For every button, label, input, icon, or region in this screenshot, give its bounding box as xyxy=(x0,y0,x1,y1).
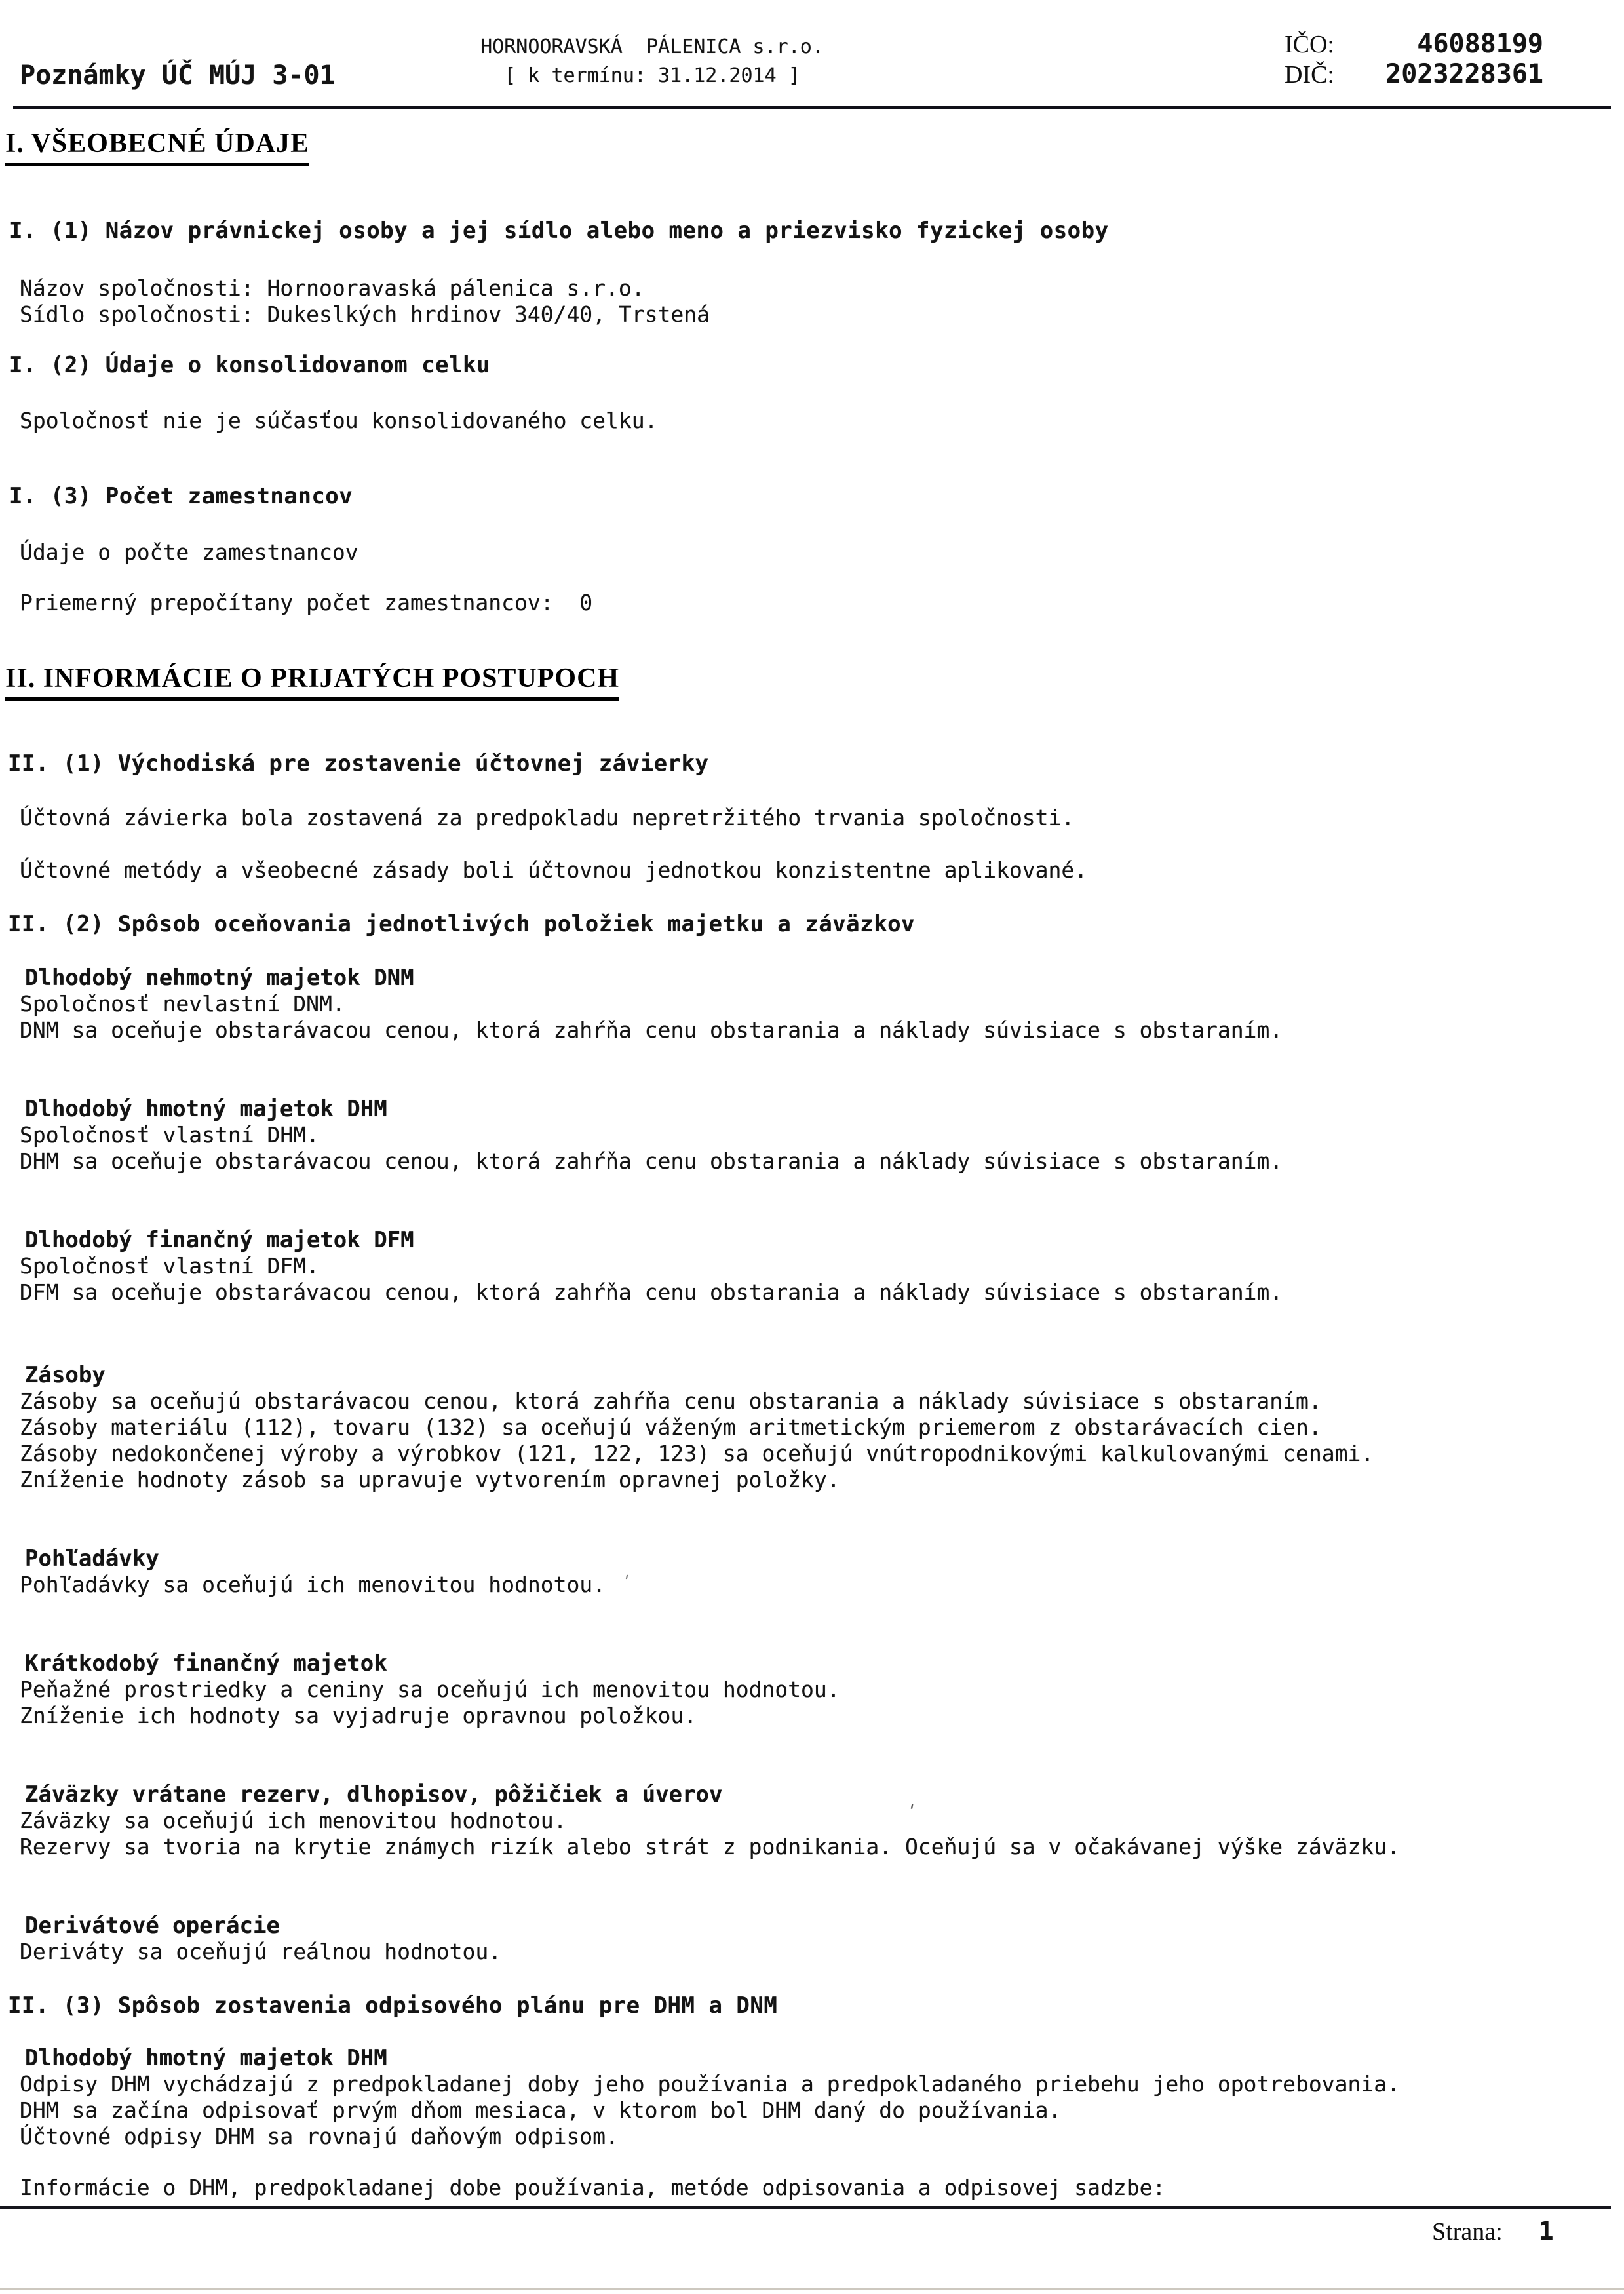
line-dfm-1: Spoločnosť vlastní DFM. xyxy=(20,1253,319,1279)
line-nazov-spolocnosti: Názov spoločnosti: Hornooravaská pálenica s.r.o. xyxy=(20,275,645,301)
subheading-derivaty: Derivátové operácie xyxy=(25,1913,280,1939)
scan-artifact-mark: ' xyxy=(619,1570,633,1591)
line-sidlo-spolocnosti: Sídlo spoločnosti: Dukeslkých hrdinov 340/40, Trstená xyxy=(20,301,710,327)
page-label: Strana: xyxy=(1432,2218,1503,2245)
line-kfm-1: Peňažné prostriedky a ceniny sa oceňujú ich menovitou hodnotou. xyxy=(20,1677,840,1702)
dic-label: DIČ: xyxy=(1285,61,1334,88)
subheading-zasoby: Zásoby xyxy=(25,1362,106,1388)
company-name: HORNOORAVSKÁ PÁLENICA s.r.o. xyxy=(480,35,824,58)
line-zavazky-2: Rezervy sa tvoria na krytie známych rizík alebo strát z podnikania. Oceňujú sa v očakávanej výške záväzku. xyxy=(20,1834,1400,1859)
header-company-block xyxy=(393,33,911,90)
line-vychodiska-1: Účtovná závierka bola zostavená za predpokladu nepretržitého trvania spoločnosti. xyxy=(20,805,1075,830)
line-zavazky-1: Záväzky sa oceňujú ich menovitou hodnotou. xyxy=(20,1808,567,1833)
line-udaje-o-pocte: Údaje o počte zamestnancov xyxy=(20,539,358,565)
form-title: Poznámky ÚČ MÚJ 3-01 xyxy=(20,60,336,90)
line-zasoby-4: Zníženie hodnoty zásob sa upravuje vytvorením opravnej položky. xyxy=(20,1467,840,1492)
line-dfm-2: DFM sa oceňuje obstarávacou cenou, ktorá zahŕňa cenu obstarania a náklady súvisiace s obstaraním. xyxy=(20,1279,1283,1305)
subheading-dfm: Dlhodobý finančný majetok DFM xyxy=(25,1227,414,1253)
line-odpisy-2: DHM sa začína odpisovať prvým dňom mesiaca, v ktorom bol DHM daný do používania. xyxy=(20,2097,1062,2123)
line-kfm-2: Zníženie ich hodnoty sa vyjadruje opravnou položkou. xyxy=(20,1703,697,1728)
section-2-title: II. INFORMÁCIE O PRIJATÝCH POSTUPOCH xyxy=(5,663,619,701)
ico-label: IČO: xyxy=(1285,31,1334,58)
ico-value: 46088199 xyxy=(1417,29,1543,59)
page-number: 1 xyxy=(1538,2217,1554,2245)
line-derivaty-1: Deriváty sa oceňujú reálnou hodnotou. xyxy=(20,1939,502,1964)
subheading-pohladavky: Pohľadávky xyxy=(25,1546,159,1572)
line-vychodiska-2: Účtovné metódy a všeobecné zásady boli účtovnou jednotkou konzistentne aplikované. xyxy=(20,857,1088,883)
heading-i3: I. (3) Počet zamestnancov xyxy=(9,483,353,509)
heading-ii2: II. (2) Spôsob oceňovania jednotlivých položiek majetku a záväzkov xyxy=(8,911,916,937)
scan-artifact-mark: ' xyxy=(903,1800,919,1823)
heading-ii3: II. (3) Spôsob zostavenia odpisového plánu pre DHM a DNM xyxy=(8,1993,778,2019)
line-zasoby-3: Zásoby nedokončenej výroby a výrobkov (121, 122, 123) sa oceňujú vnútropodnikovými kalkulovanými cenami. xyxy=(20,1441,1374,1466)
dic-value: 2023228361 xyxy=(1385,59,1543,89)
line-info-dhm: Informácie o DHM, predpokladanej dobe používania, metóde odpisovania a odpisovej sadzbe: xyxy=(20,2175,1166,2200)
line-dhm-1: Spoločnosť vlastní DHM. xyxy=(20,1122,319,1148)
subheading-zavazky: Záväzky vrátane rezerv, dlhopisov, pôžičiek a úverov xyxy=(25,1781,723,1808)
heading-i2: I. (2) Údaje o konsolidovanom celku xyxy=(9,352,490,378)
line-dnm-2: DNM sa oceňuje obstarávacou cenou, ktorá zahŕňa cenu obstarania a náklady súvisiace s obstaraním. xyxy=(20,1017,1283,1043)
header-id-block xyxy=(1285,29,1543,89)
footer-rule xyxy=(0,2206,1611,2209)
line-dhm-2: DHM sa oceňuje obstarávacou cenou, ktorá zahŕňa cenu obstarania a náklady súvisiace s obstaraním. xyxy=(20,1148,1283,1174)
section-1-title: I. VŠEOBECNÉ ÚDAJE xyxy=(5,128,309,166)
line-dnm-1: Spoločnosť nevlastní DNM. xyxy=(20,991,345,1017)
subheading-kratkodoby-fm: Krátkodobý finančný majetok xyxy=(25,1650,387,1677)
line-priemerny-pocet: Priemerný prepočítany počet zamestnancov: 0 xyxy=(20,590,593,615)
scan-edge-line xyxy=(0,2288,1624,2290)
subheading-dhm: Dlhodobý hmotný majetok DHM xyxy=(25,1096,387,1122)
subheading-dnm: Dlhodobý nehmotný majetok DNM xyxy=(25,965,414,991)
footer-page-block xyxy=(1432,2217,1554,2246)
line-odpisy-1: Odpisy DHM vychádzajú z predpokladanej doby jeho používania a predpokladaného priebehu jeho opotrebovania. xyxy=(20,2071,1400,2097)
header-rule xyxy=(13,106,1611,109)
line-zasoby-1: Zásoby sa oceňujú obstarávacou cenou, ktorá zahŕňa cenu obstarania a náklady súvisiace s obstaraním. xyxy=(20,1388,1322,1414)
line-pohladavky-1: Pohľadávky sa oceňujú ich menovitou hodnotou. xyxy=(20,1572,606,1597)
term-line: [ k termínu: 31.12.2014 ] xyxy=(504,64,800,87)
line-odpisy-3: Účtovné odpisy DHM sa rovnajú daňovým odpisom. xyxy=(20,2124,619,2149)
subheading-odpisy-dhm: Dlhodobý hmotný majetok DHM xyxy=(25,2045,387,2071)
line-zasoby-2: Zásoby materiálu (112), tovaru (132) sa oceňujú váženým aritmetickým priemerom z obstarávacích cien. xyxy=(20,1414,1322,1440)
line-konsolidovany-celok: Spoločnosť nie je súčasťou konsolidovaného celku. xyxy=(20,408,658,433)
heading-i1: I. (1) Názov právnickej osoby a jej sídlo alebo meno a priezvisko fyzickej osoby xyxy=(9,218,1109,244)
heading-ii1: II. (1) Východiská pre zostavenie účtovnej závierky xyxy=(8,750,709,777)
